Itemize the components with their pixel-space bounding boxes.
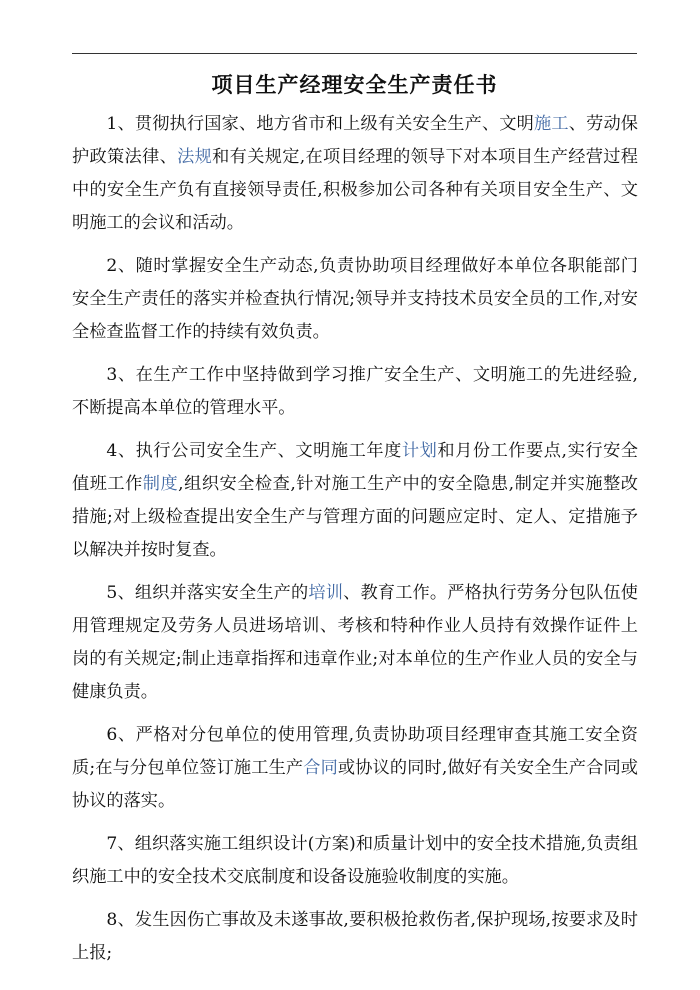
paragraph-text: 1、贯彻执行国家、地方省市和上级有关安全生产、文明 <box>106 114 535 134</box>
inline-link[interactable]: 合同 <box>303 758 338 778</box>
clause-paragraph <box>72 250 638 349</box>
paragraph-text: 4、执行公司安全生产、文明施工年度 <box>106 441 402 461</box>
paragraph-text: 、劳动保护政策法律、 <box>72 114 638 167</box>
paragraph-text: 和有关规定,在项目经理的领导下对本项目生产经营过程中的安全生产负有直接领导责任,积极参加公司各种有关项目安全生产、文明施工的会议和活动。 <box>72 147 638 233</box>
paragraph-text: 、教育工作。严格执行劳务分包队伍使用管理规定及劳务人员进场培训、考核和特种作业人员持有效操作证件上岗的有关规定;制止违章指挥和违章作业;对本单位的生产作业人员的安全与健康负责。 <box>72 583 638 702</box>
paragraph-text: 或协议的同时,做好有关安全生产合同或协议的落实。 <box>72 758 638 811</box>
document-body <box>72 108 638 980</box>
clause-paragraph <box>72 904 638 970</box>
inline-link[interactable]: 计划 <box>401 441 438 461</box>
paragraph-text: 8、发生因伤亡事故及未遂事故,要积极抢救伤者,保护现场,按要求及时上报; <box>72 910 638 963</box>
clause-paragraph <box>72 828 638 894</box>
paragraph-text: 7、组织落实施工组织设计(方案)和质量计划中的安全技术措施,负责组织施工中的安全技术交底制度和设备设施验收制度的实施。 <box>72 834 638 887</box>
paragraph-text: 和月份工作要点,实行安全值班工作 <box>72 441 638 494</box>
document-title: 项目生产经理安全生产责任书 <box>211 73 498 97</box>
inline-link[interactable]: 施工 <box>534 114 569 134</box>
clause-paragraph <box>72 435 638 567</box>
paragraph-text: 3、在生产工作中坚持做到学习推广安全生产、文明施工的先进经验,不断提高本单位的管理水平。 <box>72 365 638 418</box>
inline-link[interactable]: 法规 <box>177 147 213 167</box>
clause-paragraph <box>72 359 638 425</box>
paragraph-text: 5、组织并落实安全生产的 <box>106 583 309 603</box>
paragraph-text: ,组织安全检查,针对施工生产中的安全隐患,制定并实施整改措施;对上级检查提出安全生产与管理方面的问题应定时、定人、定措施予以解决并按时复查。 <box>72 474 638 560</box>
inline-link[interactable]: 制度 <box>142 474 179 494</box>
inline-link[interactable]: 培训 <box>308 583 344 603</box>
paragraph-text: 2、随时掌握安全生产动态,负责协助项目经理做好本单位各职能部门安全生产责任的落实并检查执行情况;领导并支持技术员安全员的工作,对安全检查监督工作的持续有效负责。 <box>72 256 638 342</box>
clause-paragraph <box>72 108 638 240</box>
header-rule <box>72 53 637 54</box>
clause-paragraph <box>72 577 638 709</box>
paragraph-text: 6、严格对分包单位的使用管理,负责协助项目经理审查其施工安全资质;在与分包单位签订施工生产 <box>72 725 638 778</box>
clause-paragraph <box>72 719 638 818</box>
